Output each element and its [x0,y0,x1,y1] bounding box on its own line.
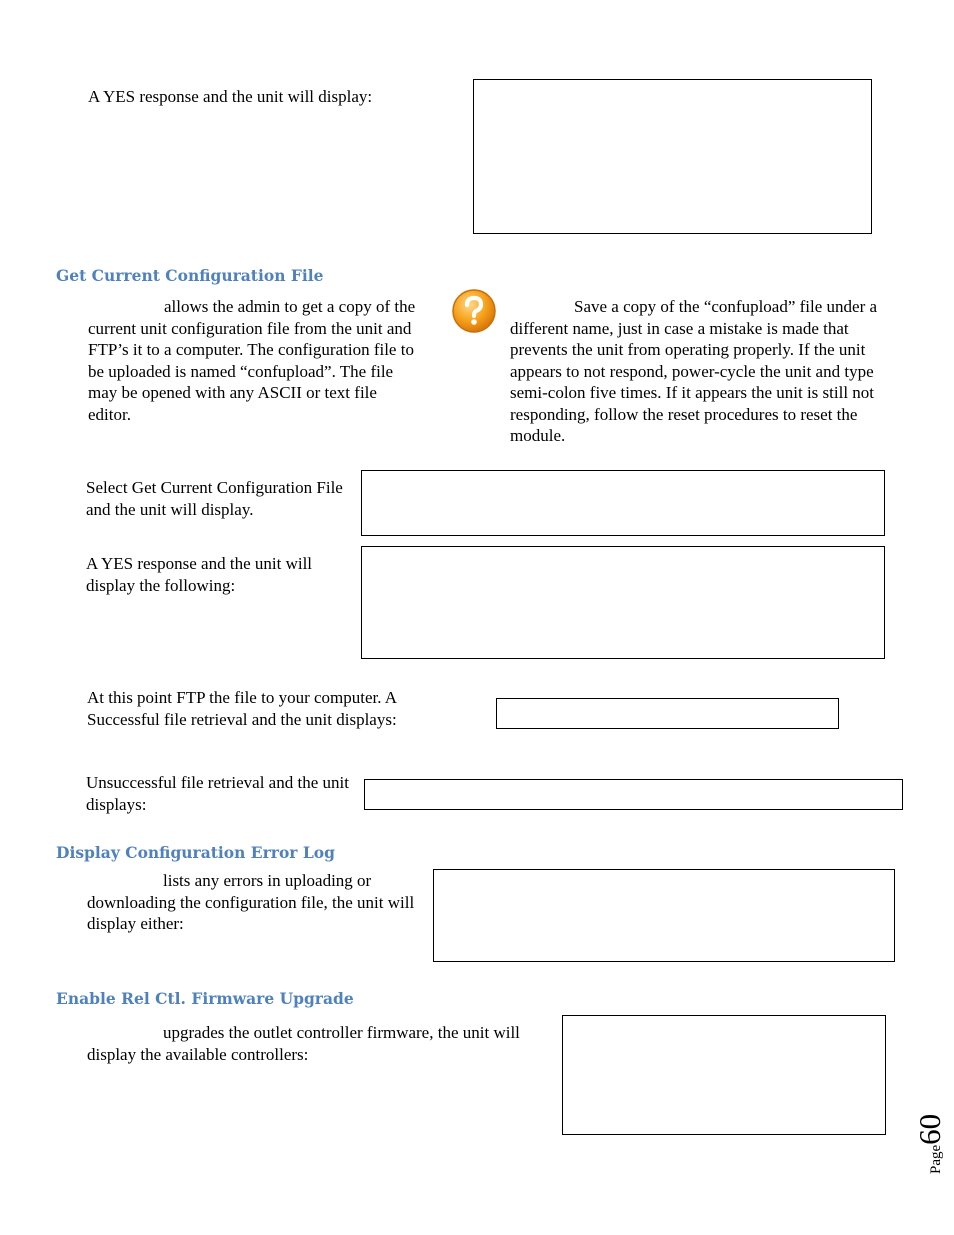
error-log-description: lists any errors in uploading or downloading the configuration file, the unit will display either: [87,871,415,933]
page-number [912,1094,947,1174]
display-output-box-3 [361,546,885,659]
get-config-description: allows the admin to get a copy of the current unit configuration file from the unit and FTP’s it to a computer. The configuration file to be uploaded is named “confupload”. The file may be opened with any ASCII or text file editor. [88,297,416,424]
section-heading-firmware: Enable Rel Ctl. Firmware Upgrade [56,989,354,1008]
section-heading-error-log: Display Configuration Error Log [56,843,335,862]
display-output-box-4 [496,698,839,729]
firmware-description: upgrades the outlet controller firmware, the unit will display the available controllers: [87,1023,520,1064]
page-number-value: 60 [912,1113,947,1145]
page-label: Page [928,1144,944,1174]
ftp-fail-text: Unsuccessful file retrieval and the unit displays: [86,773,349,814]
warning-note-text: Save a copy of the “confupload” file under a different name, just in case a mistake is made that prevents the unit from operating properly. If the unit appears to not respond, power-cycle the unit and type semi-colon five times. If it appears the unit is still not responding, follow the reset procedures to reset the module. [510,297,878,445]
ftp-success-text: At this point FTP the file to your computer. A Successful file retrieval and the unit displays: [87,688,397,729]
select-config-text: Select Get Current Configuration File and the unit will display. [86,478,343,519]
display-output-box-1 [473,79,872,234]
yes-response-text: A YES response and the unit will display: [88,87,373,106]
question-mark-warning-icon [450,288,498,334]
display-output-box-7 [562,1015,886,1135]
display-output-box-5 [364,779,903,810]
display-output-box-6 [433,869,895,962]
display-output-box-2 [361,470,885,536]
section-heading-get-config: Get Current Configuration File [56,266,324,285]
yes-response-following-text: A YES response and the unit will display the following: [86,554,313,595]
